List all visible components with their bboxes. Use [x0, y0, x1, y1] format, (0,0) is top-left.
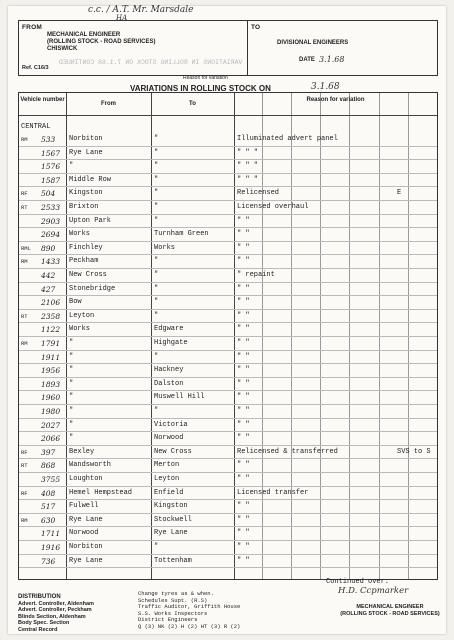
- from-garage: Norbiton: [69, 135, 103, 143]
- variation-reason: " " ": [237, 148, 259, 157]
- from-garage: Bexley: [69, 447, 95, 456]
- to-garage: ": [154, 257, 159, 266]
- vehicle-class: RF: [21, 489, 28, 497]
- from-garage: Rye Lane: [69, 556, 103, 565]
- from-garage: ": [69, 352, 74, 361]
- to-garage: Rye Lane: [154, 529, 188, 538]
- variation-reason: " ": [237, 230, 250, 239]
- from-garage: Brixton: [69, 203, 99, 211]
- vehicle-number: 397: [41, 447, 56, 457]
- from-garage: ": [69, 420, 74, 429]
- from-garage: ": [69, 162, 74, 171]
- table-row: [19, 514, 437, 527]
- vehicle-class: RT: [21, 462, 28, 470]
- from-garage: Bow: [69, 298, 82, 307]
- vehicle-number: 1956: [41, 366, 61, 376]
- variation-reason: Licensed overhaul: [237, 203, 309, 211]
- from-garage: Loughton: [69, 475, 103, 483]
- variation-reason: " ": [237, 529, 250, 538]
- date-label: DATE: [299, 57, 315, 63]
- table-row: [19, 310, 437, 323]
- vehicle-number: 2694: [41, 230, 61, 240]
- from-garage: ": [69, 393, 74, 402]
- continued-note: Continued over.: [326, 578, 390, 586]
- vehicle-number: 427: [41, 284, 56, 294]
- table-row: [19, 555, 437, 568]
- from-garage: ": [69, 379, 74, 388]
- from-garage: Kingston: [69, 189, 103, 198]
- vehicle-number: 1711: [41, 529, 61, 539]
- to-garage: Leyton: [154, 475, 180, 483]
- from-garage: Fulwell: [69, 502, 99, 511]
- table-row: [19, 133, 437, 146]
- table-row: [19, 487, 437, 500]
- to-garage: ": [154, 203, 159, 211]
- to-garage: Highgate: [154, 339, 188, 347]
- from-garage: Rye Lane: [69, 148, 103, 157]
- to-garage: ": [154, 352, 159, 361]
- distribution-list: DISTRIBUTION Advert. Controller, Aldenham Advert. Controller, Peckham Blinds Section, Aldenham Body Spec. Section Central Record: [18, 594, 94, 633]
- variation-reason: " ": [237, 393, 250, 402]
- to-garage: Hackney: [154, 366, 184, 375]
- col-head-vehicle: Vehicle number: [20, 97, 65, 103]
- from-address: MECHANICAL ENGINEER (ROLLING STOCK - ROAD SERVICES) CHISWICK: [47, 32, 156, 52]
- from-garage: Norwood: [69, 529, 99, 538]
- from-garage: ": [69, 366, 74, 375]
- variation-reason: Relicensed & transferred: [237, 447, 338, 456]
- typed-notes: Change tyres as & when. Schedules Supt. (R.S) Traffic Auditor, Griffith House S.S. Works Inspectors District Engineers Q (3) NK (2) H (2) HT (3) R (2): [138, 590, 241, 630]
- table-row: [19, 242, 437, 255]
- variation-reason: Relicensed: [237, 189, 280, 198]
- vehicle-class: RF: [21, 448, 28, 456]
- table-row: [19, 323, 437, 336]
- vehicle-number: 1791: [41, 339, 61, 348]
- variation-reason: " ": [237, 243, 250, 252]
- variation-reason: Illuminated advert panel: [237, 135, 338, 143]
- table-row: [19, 473, 437, 486]
- table-row: [19, 187, 437, 200]
- variation-reason: " " ": [237, 175, 259, 184]
- signature: H.D. Ccpmarker: [338, 586, 409, 596]
- table-row: [19, 541, 437, 554]
- date-value: 3.1.68: [319, 55, 345, 64]
- from-garage: ": [69, 434, 74, 443]
- to-garage: ": [154, 175, 159, 184]
- table-row: [19, 269, 437, 282]
- to-garage: ": [154, 216, 159, 225]
- to-garage: Stockwell: [154, 515, 192, 524]
- vehicle-class: RM: [21, 258, 28, 266]
- table-row: [19, 174, 437, 187]
- from-garage: Finchley: [69, 243, 103, 252]
- table-row: [19, 405, 437, 418]
- variation-reason: " ": [237, 461, 250, 470]
- to-garage: ": [154, 271, 159, 279]
- from-garage: Upton Park: [69, 216, 112, 225]
- table-row: [19, 419, 437, 432]
- vehicle-class: RM: [21, 516, 28, 524]
- vehicle-number: 2533: [41, 203, 61, 212]
- to-garage: ": [154, 135, 159, 143]
- variation-reason: " ": [237, 556, 250, 565]
- from-garage: Stonebridge: [69, 284, 116, 293]
- variation-reason: " ": [237, 366, 250, 375]
- from-garage: Norbiton: [69, 543, 103, 551]
- from-garage: Works: [69, 230, 91, 239]
- variation-reason: " ": [237, 502, 250, 511]
- from-label: FROM: [22, 24, 42, 31]
- table-row: [19, 432, 437, 445]
- table-row: [19, 215, 437, 228]
- table-row: [19, 378, 437, 391]
- table-row: [19, 337, 437, 350]
- variation-reason: " ": [237, 475, 250, 483]
- variation-reason: " ": [237, 339, 250, 347]
- vehicle-number: 2358: [41, 311, 61, 321]
- variation-reason: " ": [237, 325, 250, 334]
- table-row: [19, 147, 437, 160]
- table-row: [19, 446, 437, 459]
- to-garage: Dalston: [154, 379, 184, 388]
- vehicle-number: 1960: [41, 393, 61, 403]
- vehicle-number: 442: [41, 271, 56, 280]
- from-garage: Hemel Hempstead: [69, 488, 133, 497]
- to-garage: Works: [154, 243, 176, 252]
- from-garage: ": [69, 407, 74, 415]
- table-row: [19, 351, 437, 364]
- vehicle-class: RM: [21, 340, 28, 347]
- vehicle-number: 2106: [41, 298, 61, 308]
- table-row: [19, 500, 437, 513]
- variation-reason: " ": [237, 420, 250, 429]
- vehicle-number: 1122: [41, 325, 61, 335]
- reason-note: Reason for variation: [183, 75, 228, 81]
- vehicle-number: 533: [41, 135, 56, 144]
- extra-note: E: [397, 189, 402, 198]
- vehicle-number: 2027: [41, 420, 61, 430]
- to-garage: Merton: [154, 461, 180, 470]
- vehicle-number: 868: [41, 461, 56, 471]
- vehicle-number: 736: [41, 556, 56, 566]
- to-garage: ": [154, 298, 159, 307]
- to-garage: New Cross: [154, 447, 192, 456]
- vehicle-class: RML: [21, 244, 31, 252]
- variation-reason: " ": [237, 352, 250, 361]
- to-garage: ": [154, 543, 159, 551]
- vehicle-number: 1893: [41, 379, 61, 389]
- to-value: DIVISIONAL ENGINEERS: [277, 40, 349, 46]
- form-title-date: 3.1.68: [311, 82, 340, 92]
- from-garage: Works: [69, 325, 91, 334]
- col-head-from: From: [101, 101, 116, 107]
- table-row: [19, 527, 437, 540]
- variation-reason: " ": [237, 515, 250, 524]
- table-row: [19, 391, 437, 404]
- variation-reason: " ": [237, 284, 250, 293]
- section-label: CENTRAL: [21, 123, 51, 131]
- table-row: [19, 296, 437, 309]
- to-garage: Muswell Hill: [154, 393, 205, 402]
- vehicle-number: 2903: [41, 216, 61, 226]
- vehicle-class: RM: [21, 136, 28, 143]
- handwritten-note: c.c. / A.T. Mr. Marsdale: [88, 5, 194, 15]
- col-head-reason: Reason for variation: [306, 97, 365, 103]
- to-garage: Kingston: [154, 502, 188, 511]
- vehicle-number: 1916: [41, 543, 61, 552]
- vehicle-number: 890: [41, 243, 56, 253]
- table-row: [19, 228, 437, 241]
- col-head-to: To: [189, 101, 196, 107]
- vehicle-number: 408: [41, 488, 56, 498]
- variation-reason: " ": [237, 434, 250, 443]
- vehicle-number: 3755: [41, 475, 61, 484]
- vehicle-class: RF: [21, 190, 28, 198]
- from-garage: Middle Row: [69, 175, 112, 184]
- variation-reason: " ": [237, 379, 250, 388]
- to-garage: ": [154, 162, 159, 171]
- to-garage: Victoria: [154, 420, 188, 429]
- reference: Ref. C16/3: [22, 65, 49, 71]
- to-garage: ": [154, 189, 159, 198]
- table-row: [19, 201, 437, 214]
- bleed-through-text: VARIATIONS IN ROLLING STOCK ON 7.1.68 CONTINUED: [59, 59, 243, 66]
- from-garage: New Cross: [69, 271, 107, 279]
- extra-note: SVS to S: [397, 447, 431, 456]
- variation-reason: " ": [237, 407, 250, 415]
- table-row: [19, 283, 437, 296]
- from-garage: Wandsworth: [69, 461, 112, 470]
- vehicle-number: 1980: [41, 407, 61, 416]
- vehicle-number: 517: [41, 502, 56, 512]
- variation-reason: " ": [237, 298, 250, 307]
- document-page: [8, 6, 446, 634]
- table-row: [19, 364, 437, 377]
- vehicle-number: 1911: [41, 352, 61, 362]
- header-box: [18, 20, 438, 76]
- to-garage: ": [154, 284, 159, 293]
- from-garage: Peckham: [69, 257, 99, 266]
- table-row: [19, 160, 437, 173]
- vehicle-number: 2066: [41, 434, 61, 444]
- vehicle-number: 1576: [41, 162, 61, 172]
- to-garage: ": [154, 148, 159, 157]
- vehicle-class: RT: [21, 204, 28, 211]
- vehicle-number: 504: [41, 189, 56, 199]
- vehicle-number: 1567: [41, 148, 61, 158]
- table-row: [19, 459, 437, 472]
- table-row: [19, 255, 437, 268]
- variation-reason: " ": [237, 216, 250, 225]
- to-garage: Tottenham: [154, 556, 192, 565]
- variation-reason: " ": [237, 257, 250, 266]
- variation-reason: " ": [237, 311, 250, 320]
- variation-reason: " ": [237, 543, 250, 551]
- to-label: TO: [251, 24, 261, 31]
- vehicle-number: 1587: [41, 175, 61, 185]
- variation-reason: Licensed transfer: [237, 488, 309, 497]
- from-garage: ": [69, 339, 74, 347]
- to-garage: Edgware: [154, 325, 184, 334]
- to-garage: Enfield: [154, 488, 184, 497]
- vehicle-number: 1433: [41, 257, 61, 267]
- vehicle-class: RT: [21, 312, 28, 320]
- from-garage: Rye Lane: [69, 515, 103, 524]
- vehicle-number: 630: [41, 515, 56, 525]
- handwritten-initials: HA: [116, 14, 128, 22]
- variations-table: [18, 92, 438, 580]
- variation-reason: " repaint: [237, 271, 275, 279]
- to-garage: Norwood: [154, 434, 184, 443]
- form-title: VARIATIONS IN ROLLING STOCK ON: [130, 84, 271, 93]
- variation-reason: " " ": [237, 162, 259, 171]
- signer-title: MECHANICAL ENGINEER (ROLLING STOCK - ROAD SERVICES): [340, 604, 440, 617]
- to-garage: ": [154, 407, 159, 415]
- to-garage: ": [154, 311, 159, 320]
- to-garage: Turnham Green: [154, 230, 209, 239]
- from-garage: Leyton: [69, 311, 95, 320]
